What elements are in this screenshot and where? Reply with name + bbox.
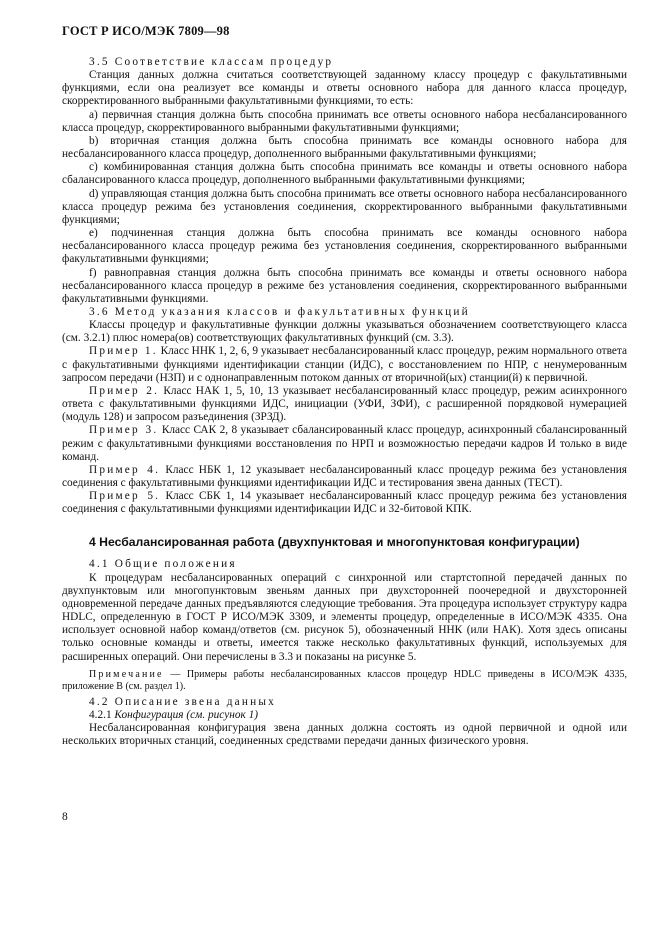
- example-label: Пример 1.: [89, 345, 158, 358]
- page-number: 8: [62, 811, 68, 823]
- list-item-b: b) вторичная станция должна быть способна принимать все команды основного набора для несбалансированного класса процедур, дополненного выбранными факультативными функциями;: [62, 134, 627, 161]
- example-text: Класс НБК 1, 12 указывает несбалансированный класс процедур режима без установления соединения с факультативными функциями идентификации ИДС и тестирования звена данных (ТЕСТ).: [62, 463, 627, 489]
- example-label: Пример 5.: [89, 490, 161, 503]
- section-3-6-heading: 3.6 Метод указания классов и факультативных функций: [89, 305, 470, 318]
- section-4-2-heading: 4.2 Описание звена данных: [89, 695, 277, 708]
- example-text: Класс СБК 1, 14 указывает несбалансированный класс процедур режима без установления соединения с факультативными функциями идентификации ИДС и 32-битовой КПК.: [62, 490, 627, 516]
- note-text: — Примеры работы несбалансированных классов процедур HDLC приведены в ИСО/МЭК 4335, приложение В (см. раздел 1).: [62, 668, 627, 692]
- list-item-f: f) равноправная станция должна быть способна принимать все команды и ответы основного набора несбалансированного класса процедур в режиме без установления соединения, скорректированного выбранными факультативными функциями.: [62, 266, 627, 305]
- example-3: [62, 424, 627, 463]
- list-item-e: e) подчиненная станция должна быть способна принимать все команды основного набора несбалансированного класса процедур режима без установления соединения, скорректированного выбранными факультативными функциями;: [62, 227, 627, 266]
- section-4-2-1-text: Несбалансированная конфигурация звена данных должна состоять из одной первичной и одной или нескольких вторичных станций, соединенных средствами передачи данных физического уровня.: [62, 722, 627, 748]
- section-3-6-intro: Классы процедур и факультативные функции должны указываться обозначением соответствующего класса (см. 3.2.1) плюс номера(ов) соответствующих факультативных функций (см. 3.3).: [62, 319, 627, 345]
- section-3-5-intro: Станция данных должна считаться соответствующей заданному классу процедур с факультативными функциями, если она реализует все команды и ответы основного набора для данного класса процедур, скорректированного выбранными факультативными функциями, то есть:: [62, 69, 627, 108]
- section-4-2-1-number: 4.2.1: [89, 708, 112, 721]
- example-label: Пример 3.: [89, 424, 159, 437]
- document-body: [62, 56, 627, 748]
- list-item-a: a) первичная станция должна быть способна принимать все ответы основного набора несбалансированного класса процедур, скорректированного выбранными факультативными функциями;: [62, 108, 627, 134]
- section-4-2-1-title: Конфигурация (см. рисунок 1): [114, 708, 259, 721]
- section-4-2-1-heading: [62, 709, 627, 722]
- example-5: [62, 490, 627, 516]
- section-3-5-heading: 3.5 Соответствие классам процедур: [89, 56, 334, 68]
- section-4-1-text: К процедурам несбалансированных операций с синхронной или стартстопной передачей данных по двухпунктовым или многопунктовым звеньям данных при двухсторонней поочередной и двухсторонней одновременной передаче данных предъявляются следующие требования. Эта процедура использует структуру кадра HDLC, определенную в ГОСТ Р ИСО/МЭК 3309, и элементы процедур, определенные в ИСО/МЭК 4335. Она использует основной набор команд/ответов (см. рисунок 5), обозначенный ННК (или НАК). Хотя здесь описаны только основные команды и ответы, имеется также несколько факультативных функций, используемых для расширенных операций. Они перечислены в 3.3 и показаны на рисунке 5.: [62, 571, 627, 663]
- list-item-c: c) комбинированная станция должна быть способна принимать все команды и ответы основного набора сбалансированного класса процедур, дополненного выбранными факультативными функциями;: [62, 161, 627, 187]
- example-label: Пример 4.: [89, 463, 161, 476]
- example-label: Пример 2.: [89, 384, 160, 397]
- note: [62, 669, 627, 693]
- example-1: [62, 345, 627, 384]
- example-4: [62, 464, 627, 490]
- example-text: Класс ННК 1, 2, 6, 9 указывает несбалансированный класс процедур, режим нормального ответа с факультативными функциями идентификации станции (ИДС), с восстановлением по НПР, с ненумерованным запросом передачи (НЗП) и с однонаправленным потоком данных от вторичной(ых) станции(й) к первичной.: [62, 345, 627, 384]
- note-label: Примечание: [89, 668, 164, 680]
- section-4-1-heading: 4.1 Общие положения: [89, 558, 237, 571]
- example-text: Класс САК 2, 8 указывает сбалансированный класс процедур, асинхронный сбалансированный режим с факультативными функциями восстановления по НРП и возможностью передачи кадров И только в виде команд.: [62, 424, 627, 463]
- document-header: ГОСТ Р ИСО/МЭК 7809—98: [62, 24, 230, 38]
- example-text: Класс НАК 1, 5, 10, 13 указывает несбалансированный класс процедур, режим асинхронного ответа с факультативными функциями ИДС, инициации (УФИ, ЗФИ), с расширенной порядковой нумерацией (модуль 128) и запросом разъединения (ЗРЗД).: [62, 384, 627, 424]
- list-item-d: d) управляющая станция должна быть способна принимать все ответы основного набора несбалансированного класса процедур режима без установления соединения, скорректированного выбранными факультативными функциями;: [62, 187, 627, 226]
- example-2: [62, 385, 627, 424]
- section-4-heading: 4 Несбалансированная работа (двухпунктовая и многопунктовая конфигурации): [89, 535, 580, 550]
